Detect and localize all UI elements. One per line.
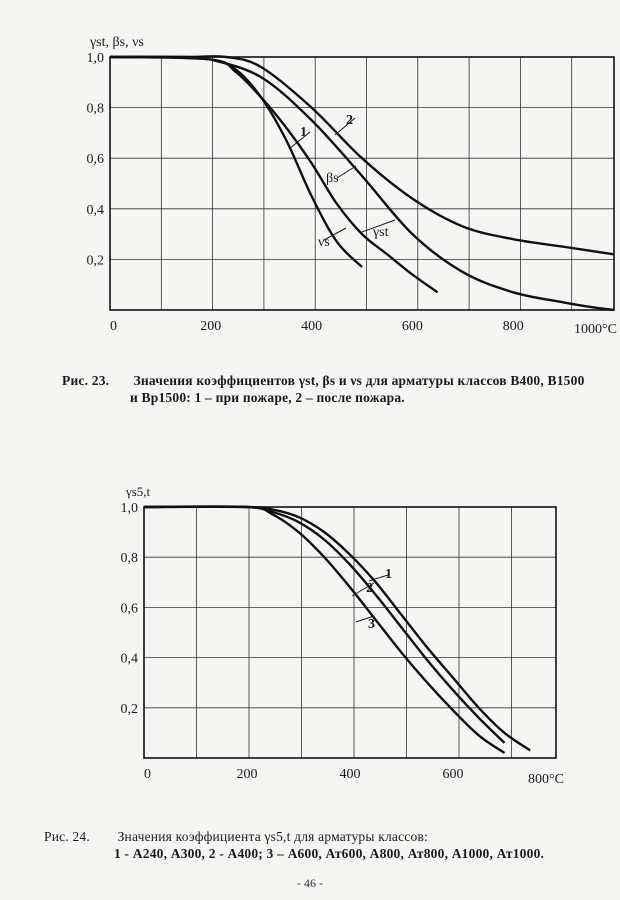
caption-line-1: Значения коэффициентов γst, βs и νs для арматуры классов В400, В1500 xyxy=(133,373,585,388)
curve-label-3: 3 xyxy=(368,617,375,632)
x-tick-label: 400 xyxy=(301,319,323,334)
y-tick-label: 0,4 xyxy=(120,651,138,667)
curve-label-gamma: γst xyxy=(373,225,389,240)
caption-label: Рис. 24. xyxy=(44,829,90,844)
curve-label-beta: βs xyxy=(326,171,339,186)
y-tick-label: 1,0 xyxy=(86,51,104,66)
grid-lines xyxy=(144,507,556,758)
x-tick-label: 800 xyxy=(502,319,524,334)
page-number: - 46 - xyxy=(297,876,323,890)
curve-label-nu: νs xyxy=(318,235,330,250)
x-tick-label: 200 xyxy=(236,767,258,782)
curve-label-2: 2 xyxy=(366,581,373,596)
x-tick-label: 0 xyxy=(110,319,117,334)
y-tick-label: 0,8 xyxy=(86,101,104,117)
y-axis-label: γst, βs, νs xyxy=(90,35,144,50)
x-tick-label: 600 xyxy=(401,319,423,334)
caption-label: Рис. 23. xyxy=(62,373,110,388)
x-axis-end-label: 800°C xyxy=(528,772,564,787)
x-tick-label: 200 xyxy=(200,319,222,334)
caption-line-2: и Вр1500: 1 – при пожаре, 2 – после пожара. xyxy=(130,390,405,405)
series-line xyxy=(144,506,505,753)
x-axis-end-label: 1000°C xyxy=(574,322,617,337)
curve-label-1: 1 xyxy=(385,567,392,582)
plot-frame xyxy=(144,507,556,758)
x-tick-label: 400 xyxy=(339,767,361,782)
y-tick-label: 0,6 xyxy=(86,152,104,168)
y-tick-label: 0,8 xyxy=(120,551,138,567)
curve-label-2: 2 xyxy=(346,113,353,128)
y-tick-label: 0,2 xyxy=(86,253,104,269)
series-line xyxy=(144,507,530,751)
y-tick-label: 1,0 xyxy=(120,501,138,516)
caption-line-2: 1 - А240, А300, 2 - А400; 3 – А600, Ат600, А800, Ат800, А1000, Ат1000. xyxy=(114,846,545,861)
x-tick-label: 0 xyxy=(144,767,151,782)
y-axis-label: γs5,t xyxy=(126,484,151,499)
y-tick-label: 0,4 xyxy=(86,202,104,218)
y-tick-label: 0,6 xyxy=(120,601,138,617)
y-tick-label: 0,2 xyxy=(120,701,138,717)
figure-24-caption xyxy=(44,828,544,862)
x-tick-label: 600 xyxy=(442,767,464,782)
caption-line-1: Значения коэффициента γs5,t для арматуры классов: xyxy=(117,829,428,844)
axes xyxy=(144,507,556,758)
curve-label-1: 1 xyxy=(300,125,307,140)
chart-series xyxy=(144,506,530,753)
